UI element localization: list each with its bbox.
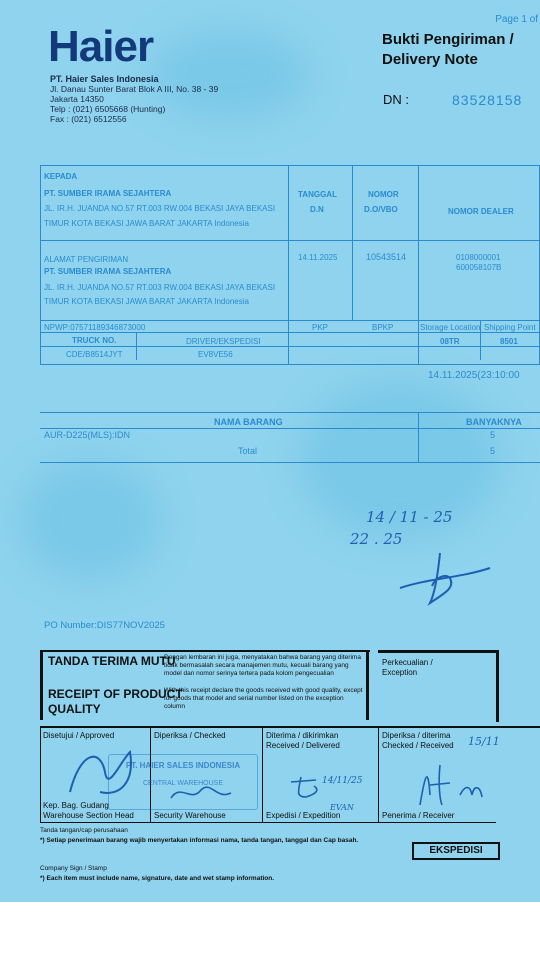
nomor-dealer-label: NOMOR DEALER xyxy=(448,207,514,216)
nomor-label: NOMOR xyxy=(368,190,399,199)
footer-line-3: Company Sign / Stamp xyxy=(40,865,107,872)
title-line-1: Bukti Pengiriman / xyxy=(382,31,514,48)
npwp: NPWP:07571189346873000 xyxy=(44,323,146,332)
receipt-line-1: RECEIPT OF PRODUCT xyxy=(48,687,183,701)
company-info xyxy=(50,74,218,124)
receipt-title xyxy=(48,687,183,717)
handwritten-time: 22 . 25 xyxy=(350,530,403,548)
recipient-addr1: JL. IR.H. JUANDA NO.57 RT.003 RW.004 BEKASI JAYA BEKASI xyxy=(44,204,276,213)
driver-label: DRIVER/EKSPEDISI xyxy=(186,337,261,346)
dealer-value-2: 600058107B xyxy=(456,263,502,272)
footer-line-4: *) Each item must include name, signature, date and wet stamp information. xyxy=(40,875,275,882)
shipping-name: PT. SUMBER IRAMA SEJAHTERA xyxy=(44,267,172,276)
truck-value: CDE/B8514JYT xyxy=(66,350,123,359)
shipping-addr2: TIMUR KOTA BEKASI JAWA BARAT JAKARTA Indonesia xyxy=(44,297,249,306)
stamp-text: PT. HAIER SALES INDONESIA xyxy=(125,761,241,770)
company-telp: Telp : (021) 6505668 (Hunting) xyxy=(50,104,166,114)
stain xyxy=(20,460,160,580)
stamp-sub: CENTRAL WAREHOUSE xyxy=(143,780,223,787)
item-name: AUR-D225(MLS):IDN xyxy=(44,430,131,440)
shipping-point-value: 8501 xyxy=(500,337,518,346)
storage-location-label: Storage Location xyxy=(420,323,481,332)
handwritten-date: 14 / 11 - 25 xyxy=(366,508,453,526)
shipping-addr1: JL. IR.H. JUANDA NO.57 RT.003 RW.004 BEKASI JAYA BEKASI xyxy=(44,283,276,292)
receiver-signature-icon xyxy=(390,548,500,608)
checked-received-label: Diperiksa / diterima Checked / Received xyxy=(382,731,454,750)
tanda-terima-text: Dengan lembaran ini juga, menyatakan bahwa barang yang diterima tidak bermasalah secara manajemen mutu, kecuali barang yang model dan nomor serinya tertera pada kolom pengecualian xyxy=(164,654,361,677)
dn-label: DN : xyxy=(383,92,409,107)
total-value: 5 xyxy=(490,446,496,456)
item-qty: 5 xyxy=(490,430,496,440)
tanggal-sub: D.N xyxy=(310,205,324,214)
recipient-name: PT. SUMBER IRAMA SEJAHTERA xyxy=(44,189,172,198)
nomor-value: 10543514 xyxy=(366,252,407,262)
col-nama-barang: NAMA BARANG xyxy=(214,417,283,427)
storage-value: 08TR xyxy=(440,337,460,346)
pkp-label: PKP xyxy=(312,323,329,332)
receipt-text: With this receipt declare the goods received with good quality, except for goods that model and serial number listed on the exception column xyxy=(164,687,363,710)
receiver-sign-icon xyxy=(410,755,490,815)
nomor-sub: D.O/VBO xyxy=(364,205,398,214)
recipient-addr2: TIMUR KOTA BEKASI JAWA BARAT JAKARTA Indonesia xyxy=(44,219,249,228)
company-name: PT. Haier Sales Indonesia xyxy=(50,74,159,84)
tanggal-label: TANGGAL xyxy=(298,190,337,199)
received-signature-icon xyxy=(286,772,326,802)
po-number: PO Number:DIS77NOV2025 xyxy=(44,620,165,631)
kep-bag-label: Kep. Bag. Gudang xyxy=(43,801,109,810)
tanda-terima-title: TANDA TERIMA MUTU xyxy=(48,654,176,668)
driver-value: EV8VE56 xyxy=(198,350,233,359)
driver-name-handwritten: EVAN xyxy=(330,803,354,812)
receipt-line-2: QUALITY xyxy=(48,702,101,716)
ekspedisi-box: EKSPEDISI xyxy=(412,842,500,860)
expedisi-label: Expedisi / Expedition xyxy=(266,811,341,820)
haier-logo: Haier xyxy=(48,22,154,71)
company-fax: Fax : (021) 6512556 xyxy=(50,114,127,124)
approved-label: Disetujui / Approved xyxy=(43,731,115,740)
shipping-point-label: Shipping Point xyxy=(484,323,536,332)
document-title xyxy=(382,30,514,70)
title-line-2: Delivery Note xyxy=(382,51,478,68)
company-city: Jakarta 14350 xyxy=(50,94,104,104)
footer-line-2: *) Setiap penerimaan barang wajib menyertakan informasi nama, tanda tangan, tanggal dan Cap basah. xyxy=(40,837,359,844)
page-label: Page 1 of xyxy=(495,14,538,25)
checked-signature-icon xyxy=(166,778,236,808)
truck-label: TRUCK NO. xyxy=(72,336,117,345)
checked-label: Diperiksa / Checked xyxy=(154,731,226,740)
received-date-handwritten: 14/11/25 xyxy=(322,776,363,786)
tanggal-value: 14.11.2025 xyxy=(298,253,338,262)
footer-line-1: Tanda tangan/cap perusahaan xyxy=(40,827,128,834)
wh-head-label: Warehouse Section Head xyxy=(43,811,134,820)
security-label: Security Warehouse xyxy=(154,811,226,820)
exception-label: Perkecualian / Exception xyxy=(382,658,433,677)
received-label: Diterima / dikirimkan Received / Delivered xyxy=(266,731,340,750)
total-label: Total xyxy=(238,446,258,456)
checked-date-handwritten: 15/11 xyxy=(468,735,500,748)
approved-signature-icon xyxy=(60,742,150,802)
company-address: Jl. Danau Sunter Barat Blok A III, No. 38 - 39 xyxy=(50,84,219,94)
dn-number: 83528158 xyxy=(452,92,523,108)
shipping-label: ALAMAT PENGIRIMAN xyxy=(44,255,129,264)
col-banyaknya: BANYAKNYA xyxy=(466,417,522,427)
kepada-label: KEPADA xyxy=(44,172,78,181)
penerima-label: Penerima / Receiver xyxy=(382,811,455,820)
timestamp: 14.11.2025(23:10:00 xyxy=(428,370,520,381)
dealer-value-1: 0108000001 xyxy=(456,253,501,262)
bpkp-label: BPKP xyxy=(372,323,394,332)
